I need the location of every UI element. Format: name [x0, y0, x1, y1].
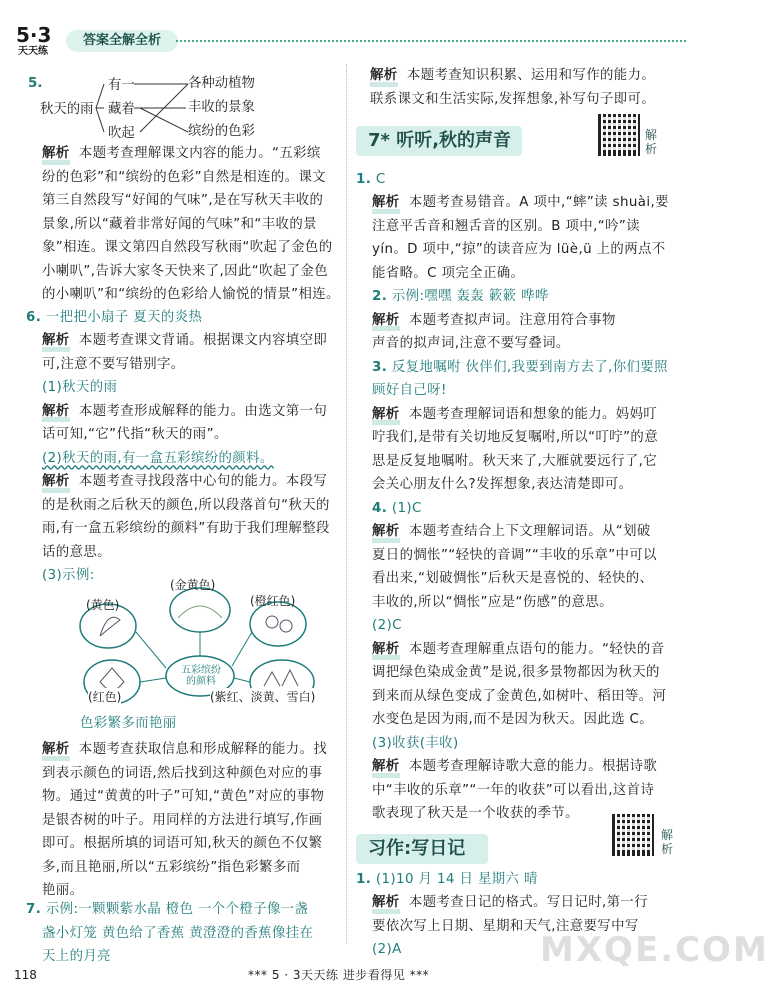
node-yellow: (黄色)	[86, 598, 120, 612]
q5-branch-1: 有一	[108, 78, 135, 93]
node-red: (红色)	[88, 690, 122, 704]
q6-3-answer: (3)示例:	[42, 568, 95, 583]
q5-result-3: 缤纷的色彩	[188, 124, 255, 139]
right-top-analysis: 解析 本题考查知识积累、运用和写作的能力。 联系课文和生活实际,发挥想象,补写句子即可。	[370, 64, 676, 111]
q6-answer: 一把把小扇子 夏天的炎热	[45, 310, 203, 325]
qr-analysis-label-2[interactable]: 解析	[660, 828, 673, 856]
qr-code-icon[interactable]	[598, 114, 640, 156]
logo-text: 5·3	[16, 23, 52, 47]
q5-root: 秋天的雨	[40, 102, 94, 117]
q5-block	[22, 72, 342, 142]
q7-block: 7. 示例:一颗颗紫水晶 橙色 一个个橙子像一盏 盏小灯笼 黄色给了香蕉 黄澄澄的香蕉像挂在 天上的月亮	[26, 902, 314, 964]
brand-logo-icon	[14, 22, 62, 56]
q5-branch-2: 藏着	[108, 102, 135, 117]
q6-3-analysis: 解析 本题考查获取信息和形成解释的能力。找 到表示颜色的词语,然后找到这种颜色对应的事 物。通过“黄黄的叶子”可知,“黄色”对应的事物 是银杏树的叶子。用同样的方法进行填写,作画 即可。根据所填的词语可知,秋天的颜色不仅繁 多,而且艳丽,所以“五彩缤纷”指色彩繁多而 艳丽。	[42, 738, 342, 903]
q6-3-caption: 色彩繁多而艳丽	[80, 716, 177, 731]
q5-analysis: 解析 本题考查理解课文内容的能力。“五彩缤 纷的色彩”和“缤纷的色彩”自然是相连的。课文 第三自然段写“好闻的气味”,是在写秋天丰收的 景象,所以“藏着非常好闻的气味”和“丰收的景 象”相连。课文第四自然段写秋雨“吹起了金色的 小喇叭”,告诉大家冬天快来了,因此“吹起了金色 的小喇叭”和“缤纷的色彩给人愉悦的情景”相连。	[42, 142, 342, 307]
center-label: 五彩缤纷的颜料	[181, 665, 221, 687]
q5-result-2: 丰收的景象	[188, 100, 255, 115]
qr-analysis-label[interactable]: 解析	[644, 128, 657, 156]
q5-number: 5.	[28, 76, 43, 91]
color-diagram	[60, 570, 340, 710]
r1-block: 1. C	[356, 172, 386, 187]
q5-connector-lines	[22, 72, 342, 142]
node-orange: (橙红色)	[250, 594, 296, 608]
svg-text:天天练: 天天练	[18, 46, 48, 57]
q6-2-answer: (2)秋天的雨,有一盒五彩缤纷的颜料。	[42, 450, 274, 466]
page-number: 118	[14, 968, 37, 982]
q6-1-answer: (1)秋天的雨	[42, 380, 118, 395]
q6-number: 6.	[26, 310, 42, 325]
w1-block: 1. (1)10 月 14 日 星期六 晴	[356, 872, 538, 887]
node-gold: (金黄色)	[170, 578, 216, 592]
q7-number: 7.	[26, 902, 42, 917]
w1-analysis: 解析 本题考查日记的格式。写日记时,第一行 要依次写上日期、星期和天气,注意要写中写 (2)A	[372, 891, 678, 962]
analysis-label: 解析	[42, 142, 70, 166]
node-multi: (紫红、淡黄、雪白)	[210, 690, 316, 704]
watermark: MXQE.COM	[540, 930, 769, 970]
section-writing-title: 习作:写日记	[356, 834, 488, 864]
column-divider	[346, 64, 347, 944]
q5-result-1: 各种动植物	[188, 76, 255, 91]
q6-block	[26, 306, 344, 330]
header-banner: 答案全解全析	[66, 30, 178, 52]
header-divider	[176, 40, 686, 42]
q5-branch-3: 吹起	[108, 126, 135, 141]
section-7-title: 7* 听听,秋的声音	[356, 126, 522, 156]
r1-analysis: 解析 本题考查易错音。A 项中,“蟀”读 shuài,要 注意平舌音和翘舌音的区别。B 项中,“吟”读 yín。D 项中,“掠”的读音应为 lüè,ü 上的两点不 能省略。C 项完全正确。 2. 示例:嘿嘿 轰轰 簌簌 哗哗 解析 本题考查拟声词。注意用符合事物 声音的拟声词,注意不要写叠词。 3. 反复地嘱咐 伙伴们,我要到南方去了,你们要照 顾好自己呀! 解析 本题考查理解词语和想象的能力。妈妈叮 咛我们,是带有关切地反复嘱咐,所以“叮咛”的意 思是反复地嘱咐。秋天来了,大雁就要远行了,它 会关心朋友什么?发挥想象,表达清楚即可。 4. (1)C 解析 本题考查结合上下文理解词语。从“划破 夏日的惆怅”“轻快的音调”“丰收的乐章”中可以 看出来,“划破惆怅”后秋天是喜悦的、轻快的、 丰收的,所以“惆怅”应是“伤感”的意思。 (2)C 解析 本题考查理解重点语句的能力。“轻快的音 调把绿色染成金黄”是说,很多景物都因为秋天的 到来而从绿色变成了金黄色,如树叶、稻田等。河 水变色是因为雨,而不是因为秋天。因此选 C。 (3)收获(丰收) 解析 本题考查理解诗歌大意的能力。根据诗歌 中“丰收的乐章”“一年的收获”可以看出,这首诗 歌表现了秋天是一个收获的季节。	[372, 191, 678, 826]
q6-analysis: 解析 本题考查课文背诵。根据课文内容填空即 可,注意不要写错别字。 (1)秋天的雨 解析 本题考查形成解释的能力。由选文第一句 话可知,“它”代指“秋天的雨”。 (2)秋天的雨,有一盒五彩缤纷的颜料。 解析 本题考查寻找段落中心句的能力。本段写 的是秋雨之后秋天的颜色,所以段落首句“秋天的 雨,有一盒五彩缤纷的颜料”有助于我们理解整段 话的意思。 (3)示例:	[42, 329, 342, 588]
footer-slogan: *** 5 · 3天天练 进步看得见 ***	[248, 968, 430, 982]
qr-code-icon-2[interactable]	[612, 814, 654, 856]
